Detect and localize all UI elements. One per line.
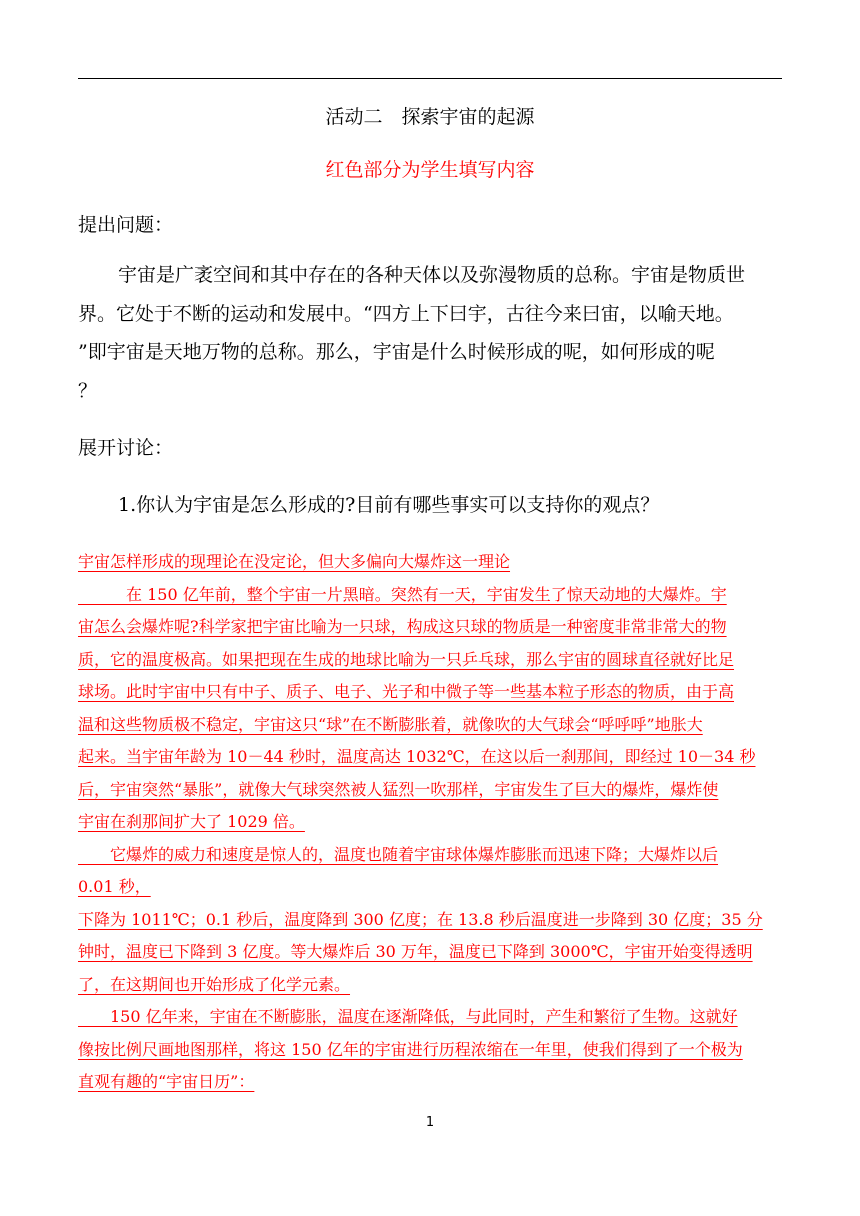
answer-line: 钟时，温度已下降到 3 亿度。等大爆炸后 30 万年，温度已下降到 3000℃，宇宙开始变得透明	[78, 942, 753, 961]
header-rule	[78, 78, 782, 79]
answer-line: 在 150 亿年前，整个宇宙一片黑暗。突然有一天，宇宙发生了惊天动地的大爆炸。宇	[78, 584, 727, 604]
answer-line: 下降为 1011℃；0.1 秒后，温度降到 300 亿度；在 13.8 秒后温度进一步降到 30 亿度；35 分	[78, 909, 763, 929]
answer-line: 宙怎么会爆炸呢?科学家把宇宙比喻为一只球，构成这只球的物质是一种密度非常非常大的物	[78, 617, 727, 636]
answer-line: 宇宙怎样形成的现理论在没定论，但大多偏向大爆炸这一理论	[78, 552, 511, 571]
answer-line: 了，在这期间也开始形成了化学元素。	[78, 974, 351, 994]
answer-line: 温和这些物质极不稳定，宇宙这只“球”在不断膨胀着，就像吹的大气球会“呼呼呼”地胀大	[78, 714, 703, 734]
question-paragraph-line: ”即宇宙是天地万物的总称。那么，宇宙是什么时候形成的呢，如何形成的呢	[78, 341, 715, 363]
question-paragraph	[78, 256, 783, 410]
answer-line: 0.01 秒，	[78, 877, 151, 896]
student-answer	[78, 546, 783, 1099]
page-number: 1	[425, 1115, 435, 1130]
document-subtitle: 红色部分为学生填写内容	[325, 159, 535, 181]
document-title: 活动二 探索宇宙的起源	[325, 106, 535, 128]
answer-line: 起来。当宇宙年龄为 10－44 秒时，温度高达 1032℃，在这以后一刹那间，即经过 10－34 秒	[78, 747, 756, 766]
question-paragraph-line: 宇宙是广袤空间和其中存在的各种天体以及弥漫物质的总称。宇宙是物质世	[118, 264, 746, 286]
answer-line: 直观有趣的“宇宙日历”：	[78, 1072, 255, 1091]
answer-line: 它爆炸的威力和速度是惊人的，温度也随着宇宙球体爆炸膨胀而迅速下降；大爆炸以后	[78, 844, 719, 864]
answer-line: 150 亿年来，宇宙在不断膨胀，温度在逐渐降低，与此同时，产生和繁衍了生物。这就好	[78, 1007, 738, 1026]
answer-line: 宇宙在刹那间扩大了 1029 倍。	[78, 812, 305, 831]
heading-question: 提出问题：	[78, 214, 174, 236]
question-paragraph-line: ？	[78, 379, 98, 402]
question-1: 1.你认为宇宙是怎么形成的?目前有哪些事实可以支持你的观点？	[118, 494, 660, 516]
question-paragraph-line: 界。它处于不断的运动和发展中。“四方上下曰宇，古往今来曰宙，以喻天地。	[78, 302, 734, 325]
heading-discussion: 展开讨论：	[78, 437, 174, 459]
answer-line: 质，它的温度极高。如果把现在生成的地球比喻为一只乒乓球，那么宇宙的圆球直径就好比足	[78, 649, 735, 669]
answer-line: 像按比例尺画地图那样，将这 150 亿年的宇宙进行历程浓缩在一年里，使我们得到了一个极为	[78, 1039, 743, 1059]
answer-line: 后，宇宙突然“暴胀”，就像大气球突然被人猛烈一吹那样，宇宙发生了巨大的爆炸，爆炸使	[78, 779, 719, 799]
answer-line: 球场。此时宇宙中只有中子、质子、电子、光子和中微子等一些基本粒子形态的物质，由于高	[78, 682, 735, 701]
